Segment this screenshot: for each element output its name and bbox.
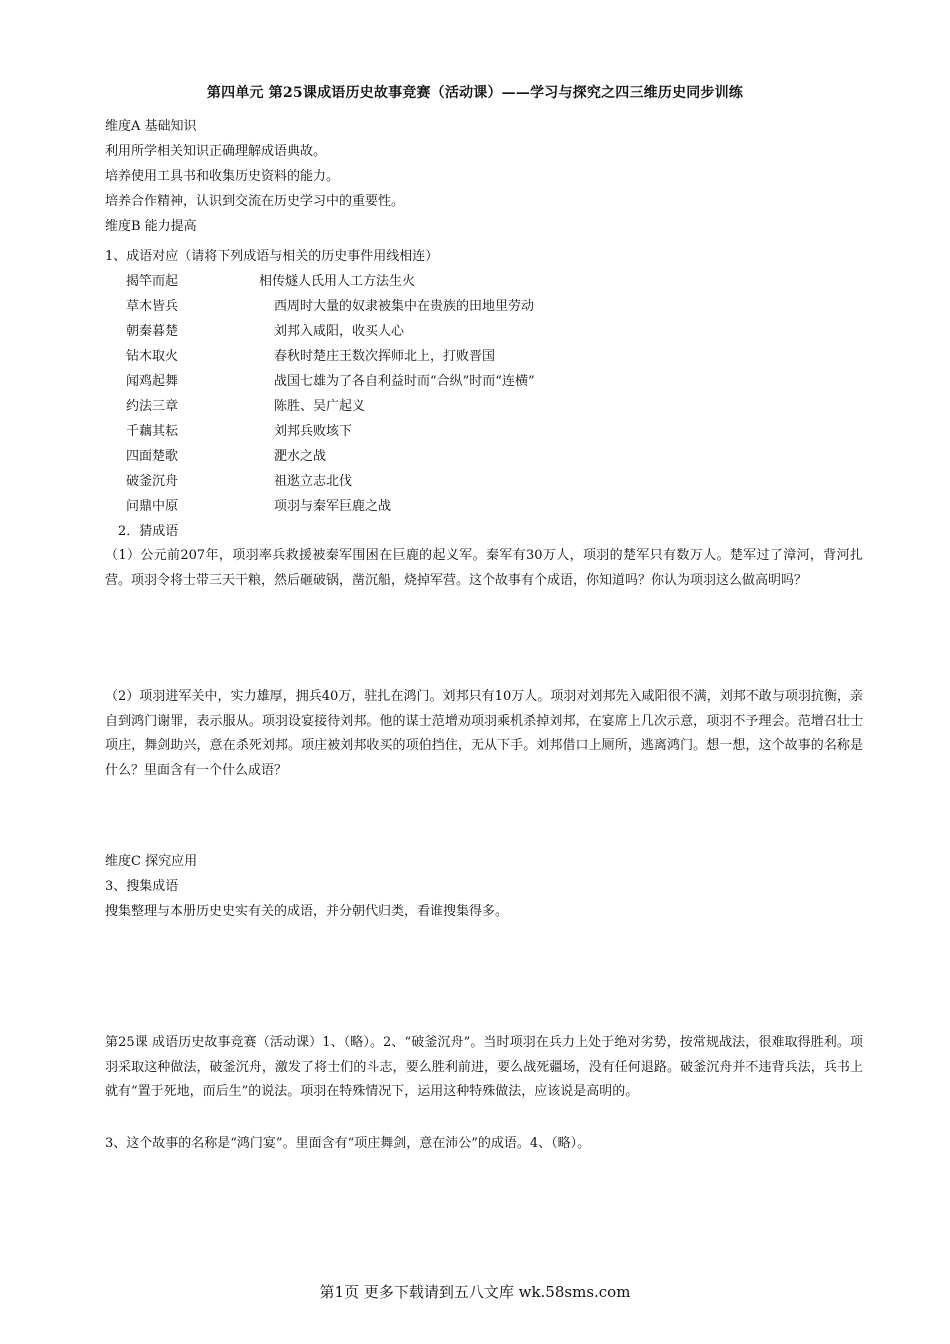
event-item: 相传燧人氏用人工方法生火 — [259, 274, 416, 289]
section-a-line: 利用所学相关知识正确理解成语典故。 — [105, 144, 327, 159]
idiom-item: 破釜沉舟 — [126, 474, 179, 489]
idiom-item: 千藕其耘 — [126, 424, 179, 439]
section-a-line: 培养合作精神，认识到交流在历史学习中的重要性。 — [105, 194, 405, 209]
event-item: 刘邦入咸阳，收买人心 — [274, 324, 405, 339]
idiom-item: 钻木取火 — [126, 349, 179, 364]
answer-paragraph: 3、这个故事的名称是“鸿门宴”。里面含有“项庄舞剑，意在沛公”的成语。4、（略）。 — [105, 1136, 591, 1151]
question-3-title: 3、搜集成语 — [105, 879, 179, 894]
event-item: 祖逖立志北伐 — [274, 474, 353, 489]
idiom-item: 约法三章 — [126, 399, 179, 414]
question-2-title: 2．猜成语 — [118, 524, 179, 539]
section-b-heading: 维度B 能力提高 — [105, 219, 197, 234]
event-item: 战国七雄为了各自利益时而“合纵”时而“连横” — [274, 374, 535, 389]
event-item: 淝水之战 — [274, 449, 327, 464]
question-2-2-text: （2）项羽进军关中，实力雄厚，拥兵40万，驻扎在鸿门。刘邦只有10万人。项羽对刘邦先入咸阳很不满，刘邦不敢与项羽抗衡，亲自到鸿门谢罪，表示服从。项羽设宴接待刘邦。他的谋士范增劝项羽乘机杀掉刘邦，在宴席上几次示意，项羽不予理会。范增召壮士项庄，舞剑助兴，意在杀死刘邦。项庄被刘邦收买的项伯挡住，无从下手。刘邦借口上厕所，逃离鸿门。想一想，这个故事的名称是什么？里面含有一个什么成语？ — [105, 689, 863, 778]
event-item: 西周时大量的奴隶被集中在贵族的田地里劳动 — [274, 299, 535, 314]
idiom-item: 闻鸡起舞 — [126, 374, 179, 389]
question-1-title: 1、成语对应（请将下列成语与相关的历史事件用线相连） — [105, 249, 439, 264]
event-item: 刘邦兵败垓下 — [274, 424, 353, 439]
event-item: 陈胜、吴广起义 — [274, 399, 366, 414]
idiom-item: 问鼎中原 — [126, 499, 179, 514]
answer-paragraph: 第25课 成语历史故事竞赛（活动课）1、（略）。2、“破釜沉舟”。当时项羽在兵力上处于绝对劣势，按常规战法，很难取得胜利。项羽采取这种做法，破釜沉舟，激发了将士们的斗志，要么胜利前进，要么战死疆场，没有任何退路。破釜沉舟并不违背兵法，兵书上就有“置于死地，而后生”的说法。项羽在特殊情况下，运用这种特殊做法，应该说是高明的。 — [105, 1035, 863, 1099]
event-item: 项羽与秦军巨鹿之战 — [274, 499, 392, 514]
section-c-heading: 维度C 探究应用 — [105, 854, 198, 869]
page-footer: 第1页 更多下载请到五八文库 wk.58sms.com — [319, 1283, 631, 1301]
event-item: 春秋时楚庄王数次挥师北上，打败晋国 — [274, 349, 496, 364]
section-a-heading: 维度A 基础知识 — [105, 119, 197, 134]
idiom-item: 四面楚歌 — [126, 449, 179, 464]
section-a-line: 培养使用工具书和收集历史资料的能力。 — [105, 169, 340, 184]
question-3-text: 搜集整理与本册历史史实有关的成语，并分朝代归类，看谁搜集得多。 — [105, 904, 509, 919]
question-2-1-text: （1）公元前207年，项羽率兵救援被秦军围困在巨鹿的起义军。秦军有30万人，项羽的楚军只有数万人。楚军过了漳河，背河扎营。项羽令将士带三天干粮，然后砸破锅，凿沉船，烧掉军营。这个故事有个成语，你知道吗？你认为项羽这么做高明吗？ — [105, 548, 863, 588]
idiom-item: 草木皆兵 — [126, 299, 179, 314]
idiom-item: 揭竿而起 — [126, 274, 179, 289]
idiom-item: 朝秦暮楚 — [126, 324, 179, 339]
document-title: 第四单元 第25课成语历史故事竞赛（活动课）——学习与探究之四三维历史同步训练 — [206, 85, 744, 101]
